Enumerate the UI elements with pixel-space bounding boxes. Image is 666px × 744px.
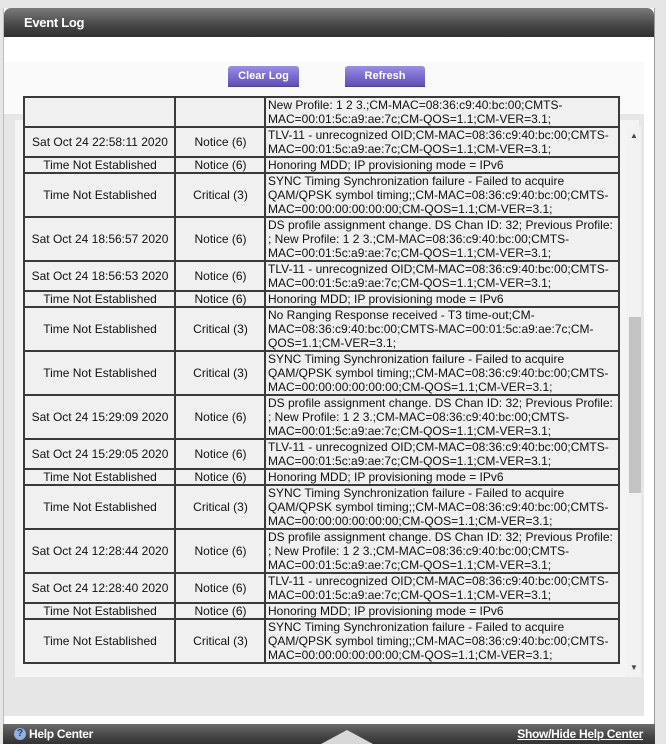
- log-scrollbar[interactable]: [627, 127, 641, 677]
- refresh-button[interactable]: Refresh: [345, 66, 425, 87]
- description-cell: TLV-11 - unrecognized OID;CM-MAC=08:36:c9:40:bc:00;CMTS-MAC=00:01:5c:a9:ae:7c;CM-QOS=1.1;CM-VER=3.1;: [265, 573, 619, 603]
- time-cell: Sat Oct 24 22:58:11 2020: [24, 127, 175, 157]
- description-cell: Honoring MDD; IP provisioning mode = IPv6: [265, 469, 619, 485]
- table-row: [24, 157, 619, 173]
- time-cell: Sat Oct 24 15:29:05 2020: [24, 439, 175, 469]
- table-row: [24, 529, 619, 573]
- description-cell: No Ranging Response received - T3 time-out;CM-MAC=08:36:c9:40:bc:00;CMTS-MAC=00:01:5c:a9:ae:7c;CM-QOS=1.1;CM-VER=3.1;: [265, 307, 619, 351]
- priority-cell: Critical (3): [175, 351, 265, 395]
- description-cell: SYNC Timing Synchronization failure - Failed to acquire QAM/QPSK symbol timing;;CM-MAC=08:36:c9:40:bc:00;CMTS-MAC=00:00:00:00:00:00;CM-QOS=1.1;CM-VER=3.1;: [265, 619, 619, 663]
- table-row: [24, 97, 619, 127]
- priority-cell: Notice (6): [175, 157, 265, 173]
- priority-cell: Critical (3): [175, 485, 265, 529]
- time-cell: Sat Oct 24 18:56:53 2020: [24, 261, 175, 291]
- table-row: [24, 261, 619, 291]
- time-cell: Time Not Established: [24, 173, 175, 217]
- description-cell: SYNC Timing Synchronization failure - Failed to acquire QAM/QPSK symbol timing;;CM-MAC=08:36:c9:40:bc:00;CMTS-MAC=00:00:00:00:00:00;CM-QOS=1.1;CM-VER=3.1;: [265, 351, 619, 395]
- help-center-bar: [3, 724, 655, 744]
- table-row: [24, 603, 619, 619]
- description-cell: DS profile assignment change. DS Chan ID: 32; Previous Profile: ; New Profile: 1 2 3.;CM-MAC=08:36:c9:40:bc:00;CMTS-MAC=00:01:5c:a9:ae:7c;CM-QOS=1.1;CM-VER=3.1;: [265, 217, 619, 261]
- priority-cell: Critical (3): [175, 307, 265, 351]
- time-cell: Sat Oct 24 18:56:57 2020: [24, 217, 175, 261]
- time-cell: Time Not Established: [24, 307, 175, 351]
- time-cell: Time Not Established: [24, 351, 175, 395]
- table-row: [24, 307, 619, 351]
- table-row: [24, 217, 619, 261]
- priority-cell: Notice (6): [175, 439, 265, 469]
- time-cell: Sat Oct 24 12:28:44 2020: [24, 529, 175, 573]
- priority-cell: Notice (6): [175, 469, 265, 485]
- time-cell: Sat Oct 24 12:28:40 2020: [24, 573, 175, 603]
- priority-cell: [175, 97, 265, 127]
- description-cell: TLV-11 - unrecognized OID;CM-MAC=08:36:c9:40:bc:00;CMTS-MAC=00:01:5c:a9:ae:7c;CM-QOS=1.1;CM-VER=3.1;: [265, 261, 619, 291]
- show-hide-help-center-link[interactable]: Show/Hide Help Center: [517, 727, 643, 741]
- time-cell: Time Not Established: [24, 157, 175, 173]
- description-cell: TLV-11 - unrecognized OID;CM-MAC=08:36:c9:40:bc:00;CMTS-MAC=00:01:5c:a9:ae:7c;CM-QOS=1.1;CM-VER=3.1;: [265, 127, 619, 157]
- table-row: [24, 291, 619, 307]
- priority-cell: Critical (3): [175, 173, 265, 217]
- description-cell: Honoring MDD; IP provisioning mode = IPv6: [265, 291, 619, 307]
- description-cell: SYNC Timing Synchronization failure - Failed to acquire QAM/QPSK symbol timing;;CM-MAC=08:36:c9:40:bc:00;CMTS-MAC=00:00:00:00:00:00;CM-QOS=1.1;CM-VER=3.1;: [265, 173, 619, 217]
- description-cell: SYNC Timing Synchronization failure - Failed to acquire QAM/QPSK symbol timing;;CM-MAC=08:36:c9:40:bc:00;CMTS-MAC=00:00:00:00:00:00;CM-QOS=1.1;CM-VER=3.1;: [265, 485, 619, 529]
- table-row: [24, 469, 619, 485]
- priority-cell: Critical (3): [175, 619, 265, 663]
- priority-cell: Notice (6): [175, 127, 265, 157]
- priority-cell: Notice (6): [175, 291, 265, 307]
- time-cell: Time Not Established: [24, 469, 175, 485]
- priority-cell: Notice (6): [175, 261, 265, 291]
- priority-cell: Notice (6): [175, 395, 265, 439]
- table-row: [24, 351, 619, 395]
- log-scroll-area[interactable]: [15, 98, 639, 677]
- window-title: Event Log: [24, 15, 85, 30]
- priority-cell: Notice (6): [175, 603, 265, 619]
- time-cell: Time Not Established: [24, 603, 175, 619]
- scrollbar-thumb[interactable]: [629, 317, 641, 493]
- event-log-table: [23, 96, 620, 664]
- description-cell: TLV-11 - unrecognized OID;CM-MAC=08:36:c9:40:bc:00;CMTS-MAC=00:01:5c:a9:ae:7c;CM-QOS=1.1;CM-VER=3.1;: [265, 439, 619, 469]
- help-center-label: Help Center: [29, 727, 94, 741]
- description-cell: Honoring MDD; IP provisioning mode = IPv6: [265, 157, 619, 173]
- scroll-up-arrow-icon[interactable]: ▲: [630, 131, 638, 140]
- description-cell: DS profile assignment change. DS Chan ID: 32; Previous Profile: ; New Profile: 1 2 3.;CM-MAC=08:36:c9:40:bc:00;CMTS-MAC=00:01:5c:a9:ae:7c;CM-QOS=1.1;CM-VER=3.1;: [265, 529, 619, 573]
- table-row: [24, 619, 619, 663]
- time-cell: Time Not Established: [24, 291, 175, 307]
- table-row: [24, 173, 619, 217]
- time-cell: Time Not Established: [24, 619, 175, 663]
- time-cell: Time Not Established: [24, 485, 175, 529]
- description-cell: DS profile assignment change. DS Chan ID: 32; Previous Profile: ; New Profile: 1 2 3.;CM-MAC=08:36:c9:40:bc:00;CMTS-MAC=00:01:5c:a9:ae:7c;CM-QOS=1.1;CM-VER=3.1;: [265, 395, 619, 439]
- description-cell: New Profile: 1 2 3.;CM-MAC=08:36:c9:40:bc:00;CMTS-MAC=00:01:5c:a9:ae:7c;CM-QOS=1.1;CM-VER=3.1;: [265, 97, 619, 127]
- priority-cell: Notice (6): [175, 529, 265, 573]
- description-cell: Honoring MDD; IP provisioning mode = IPv6: [265, 603, 619, 619]
- table-row: [24, 395, 619, 439]
- table-row: [24, 573, 619, 603]
- priority-cell: Notice (6): [175, 573, 265, 603]
- priority-cell: Notice (6): [175, 217, 265, 261]
- table-row: [24, 439, 619, 469]
- time-cell: Sat Oct 24 15:29:09 2020: [24, 395, 175, 439]
- expand-arrow-icon[interactable]: [321, 730, 373, 744]
- scroll-down-arrow-icon[interactable]: ▼: [630, 663, 638, 672]
- table-row: [24, 485, 619, 529]
- clear-log-button[interactable]: Clear Log: [228, 66, 299, 87]
- help-question-icon: ?: [14, 728, 26, 740]
- table-row: [24, 127, 619, 157]
- time-cell: [24, 97, 175, 127]
- window-header: [4, 8, 654, 37]
